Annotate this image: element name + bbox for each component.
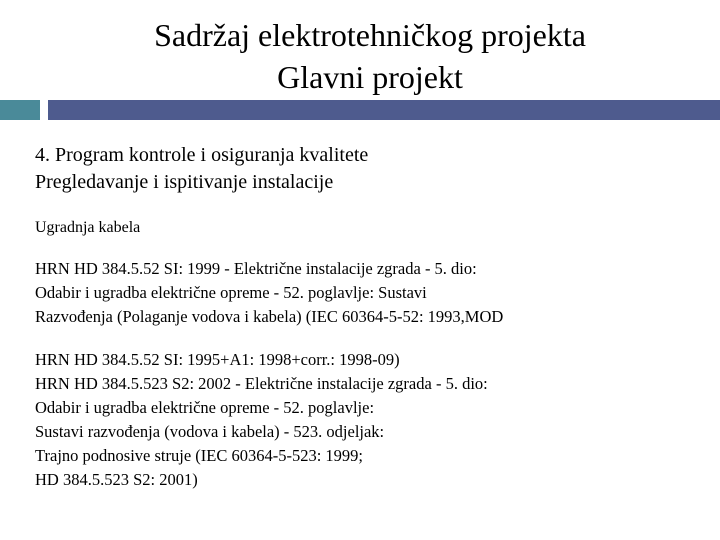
paragraph-line: Trajno podnosive struje (IEC 60364-5-523: 1999; <box>35 446 363 465</box>
paragraph-line: Odabir i ugradba električne opreme - 52. poglavlje: <box>35 398 375 417</box>
paragraph-line: Odabir i ugradba električne opreme - 52. poglavlje: Sustavi <box>35 283 427 302</box>
title-rule-bar <box>48 100 720 120</box>
slide-title <box>0 14 720 98</box>
standards-paragraph-1 <box>35 257 705 329</box>
paragraph-line: HD 384.5.523 S2: 2001) <box>35 470 198 489</box>
title-rule-accent <box>0 100 40 120</box>
paragraph-line: HRN HD 384.5.523 S2: 2002 - Električne instalacije zgrada - 5. dio: <box>35 374 488 393</box>
paragraph-line: HRN HD 384.5.52 SI: 1999 - Električne instalacije zgrada - 5. dio: <box>35 259 477 278</box>
subheading-line-2: Pregledavanje i ispitivanje instalacije <box>35 171 334 193</box>
title-line-1: Sadržaj elektrotehničkog projekta <box>154 17 586 53</box>
standards-paragraph-2 <box>35 348 705 492</box>
title-line-2: Glavni projekt <box>277 59 463 95</box>
paragraph-line: Razvođenja (Polaganje vodova i kabela) (IEC 60364-5-52: 1993,MOD <box>35 307 504 326</box>
slide-body <box>35 142 705 492</box>
section-label: Ugradnja kabela <box>35 219 141 236</box>
paragraph-line: HRN HD 384.5.52 SI: 1995+A1: 1998+corr.: 1998-09) <box>35 350 400 369</box>
paragraph-line: Sustavi razvođenja (vodova i kabela) - 523. odjeljak: <box>35 422 385 441</box>
subheading <box>35 142 705 196</box>
subheading-line-1: 4. Program kontrole i osiguranja kvalitete <box>35 144 369 166</box>
